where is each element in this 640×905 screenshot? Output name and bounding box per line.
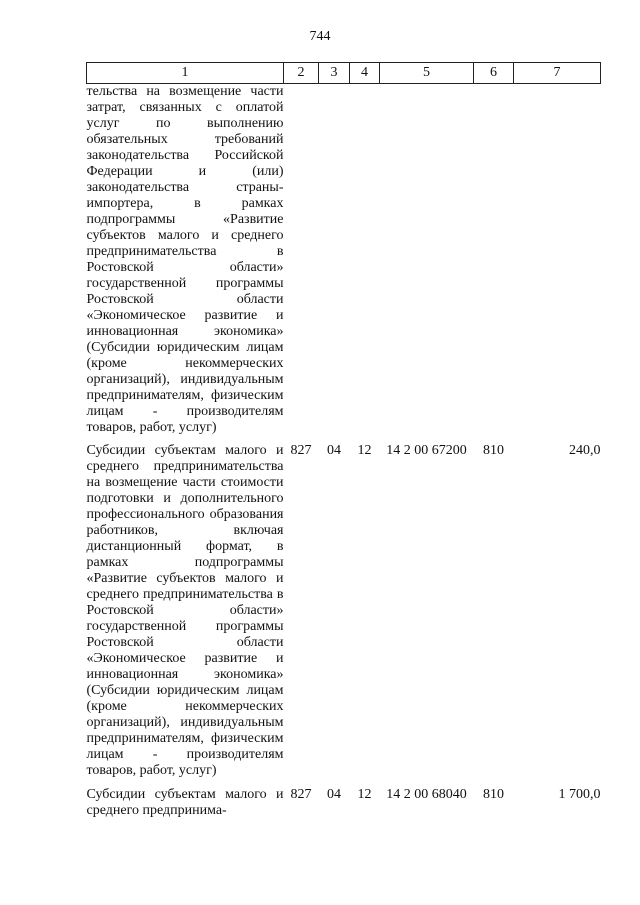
row-subsection-code: 12	[357, 787, 372, 802]
row-target-article: 14 2 00 67200	[386, 443, 467, 458]
row-expense-type	[474, 84, 514, 444]
row-section-code	[319, 84, 350, 444]
row-ministry-code: 827	[290, 443, 312, 458]
column-header-6: 6	[474, 63, 514, 84]
row-expense-type: 810	[483, 787, 504, 802]
table-row	[87, 787, 601, 827]
row-ministry-code: 827	[290, 787, 312, 802]
column-header-3: 3	[319, 63, 350, 84]
header-row	[87, 63, 601, 84]
column-header-1: 1	[87, 63, 284, 84]
table-row	[87, 84, 601, 444]
row-subsection-code	[350, 84, 380, 444]
row-subsection-code: 12	[357, 443, 372, 458]
row-section-code: 04	[327, 443, 341, 458]
row-target-article	[380, 84, 474, 444]
row-amount: 1 700,0	[558, 787, 601, 802]
column-header-5: 5	[380, 63, 474, 84]
page-number: 744	[309, 29, 331, 44]
row-expense-type: 810	[483, 443, 504, 458]
row-amount	[514, 84, 601, 444]
row-ministry-code	[284, 84, 319, 444]
column-header-7: 7	[514, 63, 601, 84]
table-row	[87, 443, 601, 787]
row-section-code: 04	[327, 787, 341, 802]
column-header-4: 4	[350, 63, 380, 84]
row-target-article: 14 2 00 68040	[386, 787, 467, 802]
row-amount: 240,0	[569, 443, 601, 458]
row-description: Субсидии субъектам малого и среднего предпринимательства на возмещение части стоимости подготовки и дополнительного профессионального образования работников, включая дистанционный формат, в рамках подпрограммы «Развитие субъектов малого и среднего предпринимательства в Ростовской области» государственной программы Ростовской области «Экономическое развитие и инновационная экономика» (Субсидии юридическим лицам (кроме некоммерческих организаций), индивидуальным предпринимателям, физическим лицам - производителям товаров, работ, услуг)	[86, 443, 284, 778]
budget-table	[86, 62, 601, 827]
row-description: Субсидии субъектам малого и среднего предпринима-	[86, 787, 284, 818]
column-header-2: 2	[284, 63, 319, 84]
row-description: тельства на возмещение части затрат, связанных с оплатой услуг по выполнению обязательных требований законодательства Российской Федерации и (или) законодательства страны-импортера, в рамках подпрограммы «Развитие субъектов малого и среднего предпринимательства в Ростовской области» государственной программы Ростовской области «Экономическое развитие и инновационная экономика» (Субсидии юридическим лицам (кроме некоммерческих организаций), индивидуальным предпринимателям, физическим лицам - производителям товаров, работ, услуг)	[86, 84, 284, 435]
